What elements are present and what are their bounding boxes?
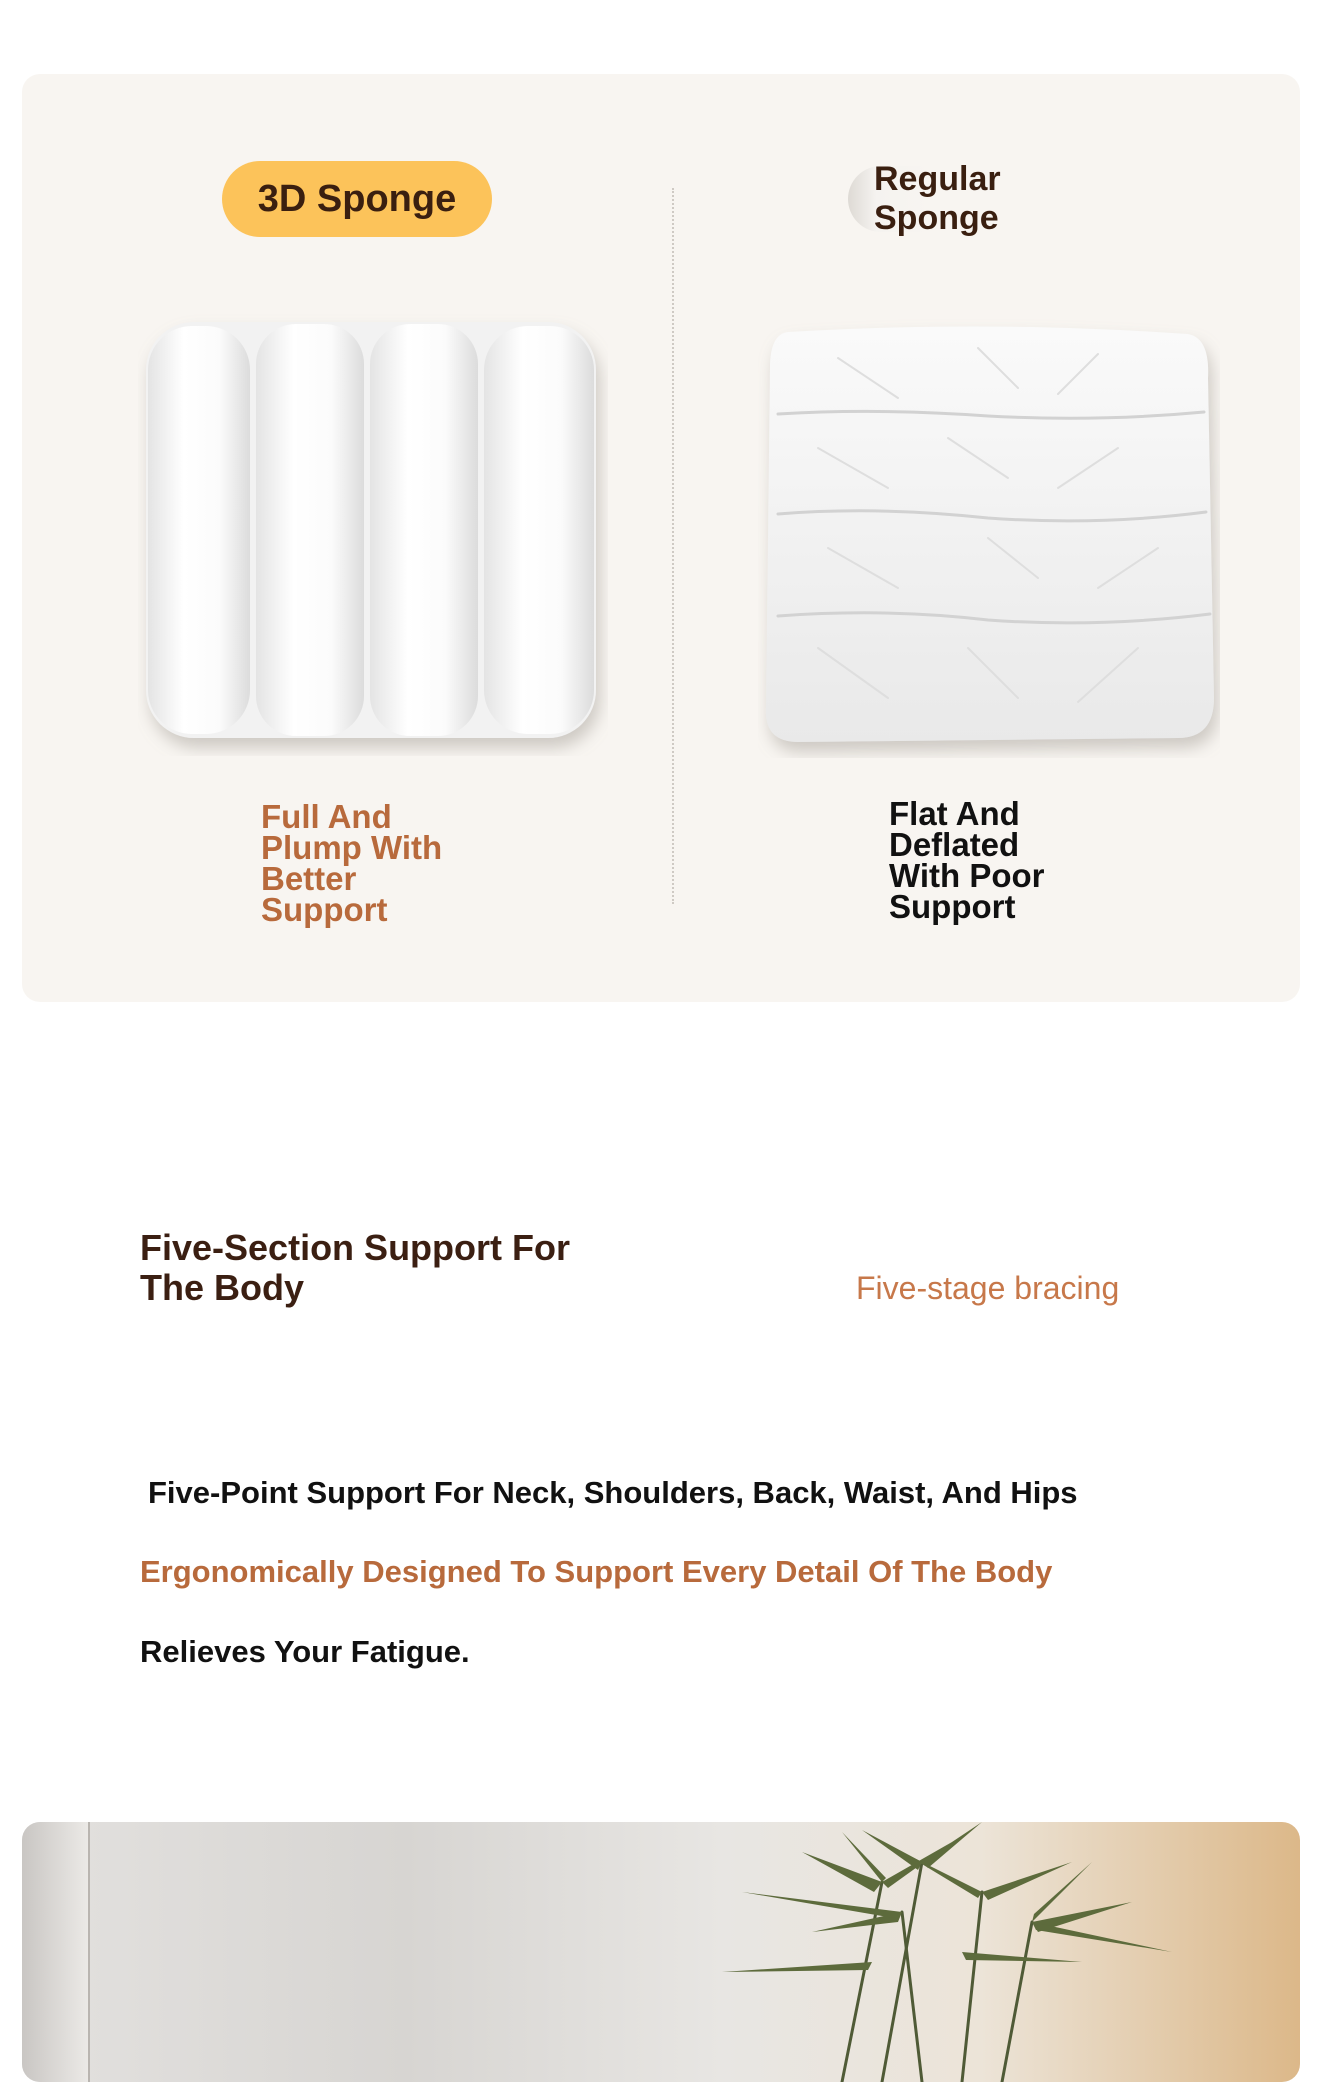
section-title: Five-Section Support For The Body	[140, 1227, 571, 1308]
flat-cushion-image	[758, 318, 1220, 758]
plant-icon	[22, 1822, 1300, 2082]
room-plant-photo	[22, 1822, 1300, 2082]
plump-caption: Full And Plump With Better Support	[261, 798, 443, 928]
flat-caption: Flat And Deflated With Poor Support	[889, 795, 1045, 925]
plump-cushion-image	[138, 314, 608, 756]
3d-sponge-badge	[222, 161, 492, 237]
section-side-label: Five-stage bracing	[856, 1270, 1120, 1306]
regular-sponge-badge	[848, 160, 1130, 237]
regular-sponge-badge-label: Regular Sponge	[874, 160, 1001, 237]
feature-line-neck-shoulders: Five-Point Support For Neck, Shoulders, Back, Waist, And Hips	[148, 1475, 1078, 1510]
comparison-divider	[672, 188, 674, 904]
3d-sponge-badge-label: 3D Sponge	[257, 177, 457, 220]
feature-line-fatigue: Relieves Your Fatigue.	[140, 1634, 470, 1669]
feature-line-ergonomic: Ergonomically Designed To Support Every Detail Of The Body	[140, 1554, 1053, 1589]
